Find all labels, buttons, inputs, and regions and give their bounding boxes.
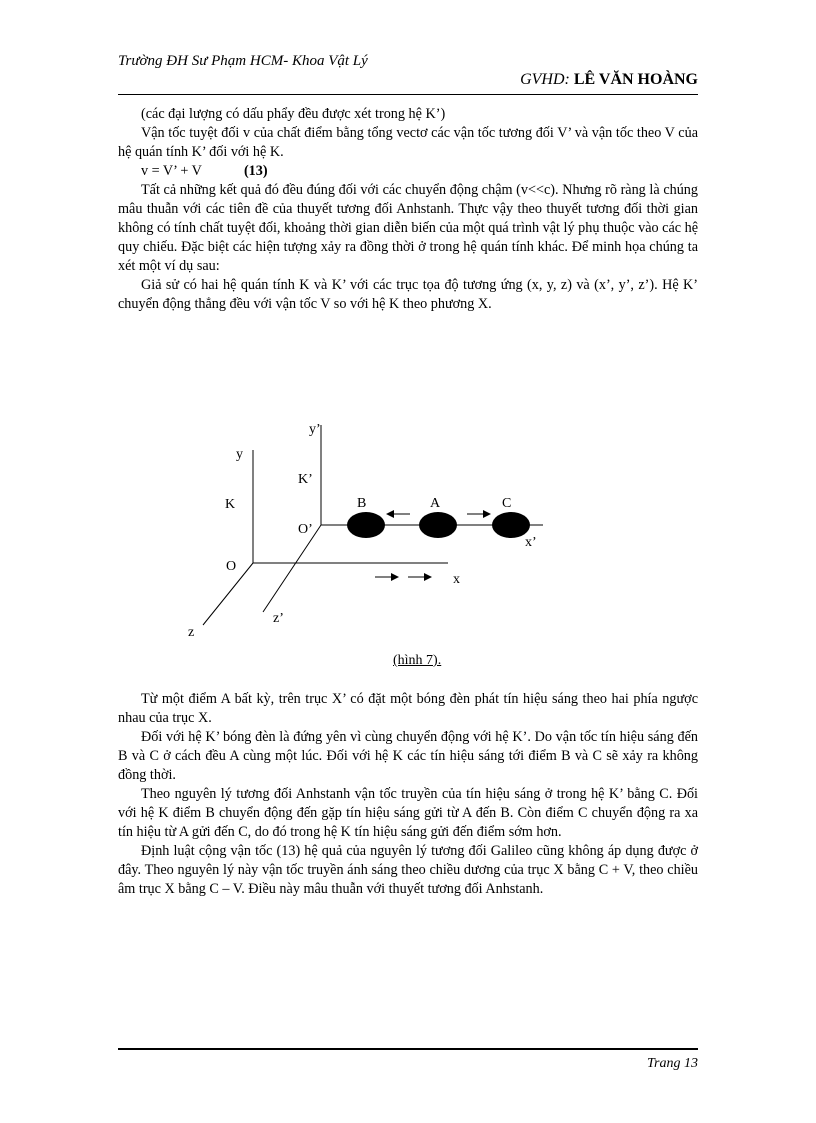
label-y-prime: y’ xyxy=(309,422,321,437)
point-b xyxy=(347,512,385,538)
text-block-bottom xyxy=(118,690,698,899)
label-z-prime: z’ xyxy=(273,611,284,626)
label-k-prime: K’ xyxy=(298,472,313,487)
paragraph-note: (các đại lượng có dấu phẩy đều được xét trong hệ K’) xyxy=(141,106,446,122)
paragraph-lamp: Từ một điểm A bất kỳ, trên trục X’ có đặt một bóng đèn phát tín hiệu sáng theo hai phía ngược nhau của trục X. xyxy=(118,691,698,726)
paragraph-einstein: Theo nguyên lý tương đối Anhstanh vận tốc truyền của tín hiệu sáng ở trong hệ K’ bằng C. Đối với hệ K điểm B chuyển động đến gặp tín hiệu sáng gửi từ A đến B. Còn điểm C chuyển động ra xa tín hiệu từ A gửi đến C, do đó trong hệ K tín hiệu sáng gửi đến điểm sớm hơn. xyxy=(118,786,698,840)
advisor-name: LÊ VĂN HOÀNG xyxy=(573,71,698,88)
label-k: K xyxy=(225,497,236,512)
label-b: B xyxy=(357,496,367,511)
frames-diagram xyxy=(118,400,698,680)
paragraph-velocity: Vận tốc tuyệt đối v của chất điểm bằng tổng vectơ các vận tốc tương đối V’ và vận tốc theo V của hệ quán tính K’ đối với hệ K. xyxy=(118,125,698,160)
label-a: A xyxy=(430,496,441,511)
label-x: x xyxy=(453,572,460,587)
equation-number: (13) xyxy=(243,163,268,179)
paragraph-relativity: Tất cả những kết quả đó đều đúng đối với các chuyển động chậm (v<<c). Nhưng rõ ràng là chúng mâu thuẫn với các tiên đề của thuyết tương đối Anhstanh. Thực vậy theo thuyết tương đối thời gian không có tính chất tuyệt đối, khoảng thời gian diễn biến của một quá trình vật lý phụ thuộc vào các hệ quy chiếu. Đặc biệt các hiện tượng xảy ra đồng thời ở trong hệ quán tính khác. Để minh họa chúng ta xét một ví dụ sau: xyxy=(118,182,698,274)
page-number: Trang 13 xyxy=(647,1056,698,1071)
equation-line xyxy=(118,162,698,181)
figure-caption: (hình 7). xyxy=(393,653,442,668)
advisor-label: GVHD: xyxy=(520,71,570,88)
label-c: C xyxy=(502,496,512,511)
paragraph-galileo: Định luật cộng vận tốc (13) hệ quả của nguyên lý tương đối Galileo cũng không áp dụng được ở đây. Theo nguyên lý này vận tốc truyền ánh sáng theo chiều dương của trục X bằng C + V, theo chiều âm trục X bằng C – V. Điều này mâu thuẫn với thuyết tương đối Anhstanh. xyxy=(118,843,698,897)
paragraph-frames: Giả sử có hai hệ quán tính K và K’ với các trục tọa độ tương ứng (x, y, z) và (x’, y’, z’). Hệ K’ chuyển động thẳng đều với vận tốc V so với hệ K theo phương X. xyxy=(118,277,698,312)
footer-rule xyxy=(118,1048,698,1050)
label-x-prime: x’ xyxy=(525,535,537,550)
header-advisor xyxy=(520,71,698,89)
text-block-top xyxy=(118,105,698,314)
header-school: Trường ĐH Sư Phạm HCM- Khoa Vật Lý xyxy=(118,53,368,69)
z-prime-axis xyxy=(263,525,321,612)
figure-reference-frames xyxy=(118,400,698,680)
equation: v = V’ + V xyxy=(141,163,202,179)
label-y: y xyxy=(236,447,243,462)
paragraph-k-prime: Đối với hệ K’ bóng đèn là đứng yên vì cùng chuyển động với hệ K’. Do vận tốc tín hiệu sáng đến B và C ở cách đều A cùng một lúc. Đối với hệ K các tín hiệu sáng tới điểm B và C sẽ xảy ra không đồng thời. xyxy=(118,729,698,783)
point-a xyxy=(419,512,457,538)
header-rule xyxy=(118,94,698,95)
label-z: z xyxy=(188,625,195,640)
label-o: O xyxy=(226,559,237,574)
label-o-prime: O’ xyxy=(298,522,313,537)
